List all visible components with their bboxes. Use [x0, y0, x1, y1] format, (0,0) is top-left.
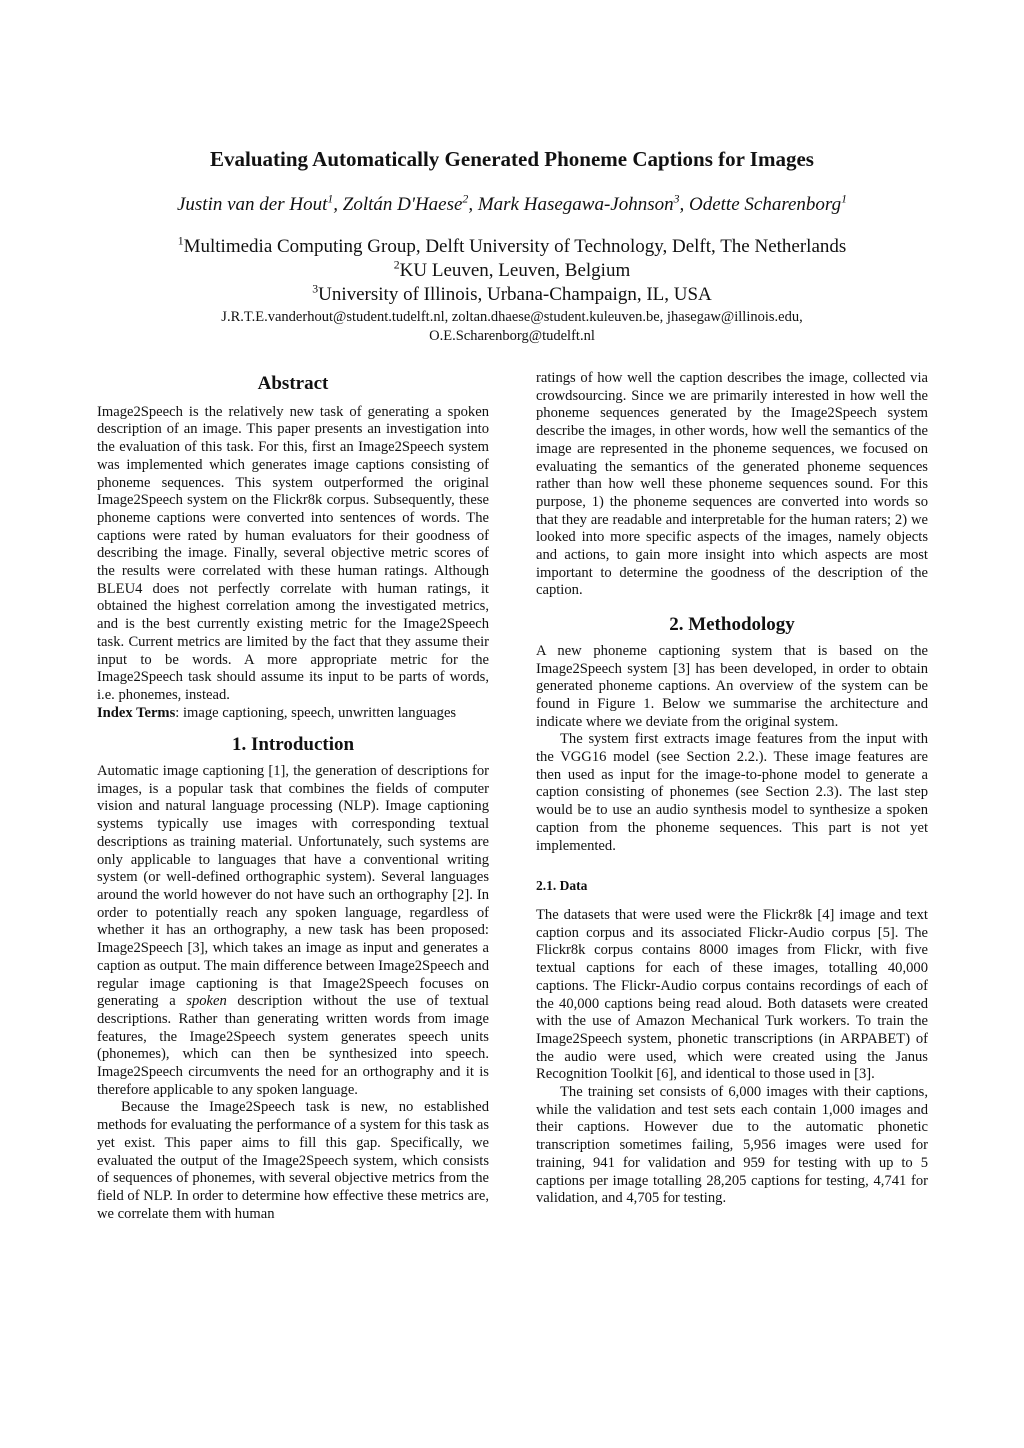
- methodology-paragraph: A new phoneme captioning system that is based on the Image2Speech system [3] has been developed, in order to obtain generated phoneme captions. An overview of the system can be found in Figure 1. Below we summarise the architecture and indicate where we deviate from the original system.: [536, 642, 928, 730]
- intro-paragraph-continued: ratings of how well the caption describes the image, collected via crowdsourcing. Since we are primarily interested in how well the phoneme sequences generated by the Image2Speech system describe the images, in other words, how well the semantics of the image are represented in the phoneme sequences, we focused on evaluating the semantics of the generated phoneme sequences rather than how well these phoneme sequences sound. For this purpose, 1) the phoneme sequences are converted into words so that they are readable and interpretable for the human raters; 2) we looked into more specific aspects of the images, namely objects and actions, to gain more insight into which aspects are most important to determine the goodness of the description of the caption.: [536, 370, 928, 599]
- section-heading-methodology: 2. Methodology: [669, 614, 795, 636]
- author-emails: O.E.Scharenborg@tudelft.nl: [429, 328, 595, 344]
- subsection-heading-data: 2.1. Data: [536, 878, 588, 894]
- data-paragraph: The training set consists of 6,000 images with their captions, while the validation and test sets each contain 1,000 images and their captions. However due to the automatic phonetic transcription sometimes failing, 5,956 images were used for training, 941 for validation and 959 for testing with up to 5 captions per image totalling 28,205 captions for testing, 4,741 for validation, and 4,705 for testing.: [536, 1084, 928, 1207]
- affiliation-line: [0, 284, 1024, 306]
- intro-paragraph: Because the Image2Speech task is new, no established methods for evaluating the performance of a system for this task as yet exist. This paper aims to fill this gap. Specifically, we evaluated the output of the Image2Speech system, which consists of sequences of phonemes, with several objective metrics from the field of NLP. In order to determine how effective these metrics are, we correlate them with human: [97, 1099, 489, 1222]
- affiliation-text: Multimedia Computing Group, Delft University of Technology, Delft, The Netherlands: [183, 236, 847, 257]
- abstract-heading: Abstract: [257, 373, 329, 394]
- index-terms-label: Index Terms: [97, 704, 176, 721]
- author-separator: ,: [468, 194, 478, 215]
- author-separator: ,: [679, 194, 689, 215]
- author-separator: ,: [333, 194, 343, 215]
- author-name: Zoltán D'Haese: [342, 194, 463, 215]
- intro-text: description without the use of textual descriptions. Rather than generating written words from image features, the Image2Speech system generates speech units (phonemes), which can then be synthesized into speech. Image2Speech circumvents the need for an orthography and it is therefore applicable to any spoken language.: [97, 993, 489, 1098]
- intro-paragraph: [97, 763, 489, 1099]
- author-name: Odette Scharenborg: [688, 194, 842, 215]
- affiliation-line: [0, 236, 1024, 258]
- methodology-paragraph: The system first extracts image features from the input with the VGG16 model (see Section 2.2.). These image features are then used as input for the image-to-phone model to generate a caption consisting of phonemes (see Section 2.3). The last step would be to use an audio synthesis model to synthesize a spoken caption from the phoneme sequences. This part is not yet implemented.: [536, 731, 928, 854]
- author-affil-sup: 1: [841, 192, 848, 206]
- data-paragraph: The datasets that were used were the Flickr8k [4] image and text caption corpus and its associated Flickr-Audio corpus [5]. The Flickr8k corpus contains 8000 images from Flickr, with five textual captions for each of these images, totalling 40,000 captions. The Flickr-Audio corpus contains recordings of each of the 40,000 captions being read aloud. Both datasets were created with the use of Amazon Mechanical Turk workers. To train the Image2Speech system, phonetic transcriptions (in ARPABET) of the audio were used, which were created using the Janus Recognition Toolkit [6], and identical to those used in [3].: [536, 906, 928, 1083]
- section-heading-introduction: 1. Introduction: [231, 734, 355, 756]
- left-column: [97, 370, 489, 1223]
- affiliation-text: KU Leuven, Leuven, Belgium: [399, 260, 631, 281]
- author-emails: J.R.T.E.vanderhout@student.tudelft.nl, zoltan.dhaese@student.kuleuven.be, jhasegaw@illinois.edu,: [221, 309, 803, 325]
- emphasis-spoken: spoken: [186, 993, 227, 1010]
- author-list: [0, 194, 1024, 216]
- author-affil-sup: 3: [673, 192, 680, 206]
- index-terms-text: : image captioning, speech, unwritten languages: [175, 704, 457, 721]
- affiliation-sup: 2: [393, 258, 400, 272]
- index-terms: [97, 705, 489, 723]
- affiliation-sup: 1: [177, 234, 184, 248]
- intro-text: Automatic image captioning [1], the generation of descriptions for images, is a popular task that combines the fields of computer vision and natural language processing (NLP). Image captioning systems typically use images with corresponding textual descriptions as training material. Unfortunately, such systems are only applicable to languages that have a conventional writing system (or well-defined orthographic system). Several languages around the world however do not have such an orthography [2]. In order to potentially reach any spoken language, regardless of whether it has an orthography, a new task has been proposed: Image2Speech [3], which takes an image as input and generates a caption as output. The main difference between Image2Speech and regular image captioning is that Image2Speech focuses on generating a: [97, 763, 489, 1010]
- affiliation-text: University of Illinois, Urbana-Champaign, IL, USA: [318, 284, 712, 305]
- abstract-text: Image2Speech is the relatively new task of generating a spoken description of an image. This paper presents an investigation into the evaluation of this task. For this, first an Image2Speech system was implemented which generates image captions consisting of phoneme sequences. This system outperformed the original Image2Speech system on the Flickr8k corpus. Subsequently, these phoneme captions were converted into sentences of words. The captions were rated by human evaluators for their goodness of describing the image. Finally, several objective metric scores of the results were correlated with these human ratings. Although BLEU4 does not perfectly correlate with human ratings, it obtained the highest correlation among the investigated metrics, and is the best currently existing metric for the Image2Speech task. Current metrics are limited by the fact that they assume their input to be words. A more appropriate metric for the Image2Speech task should assume its input to be parts of words, i.e. phonemes, instead.: [97, 403, 489, 703]
- affiliation-line: [0, 260, 1024, 282]
- author-affil-sup: 2: [462, 192, 469, 206]
- paper-title: Evaluating Automatically Generated Phoneme Captions for Images: [210, 147, 814, 171]
- affiliation-sup: 3: [312, 282, 319, 296]
- author-name: Justin van der Hout: [176, 194, 328, 215]
- author-name: Mark Hasegawa-Johnson: [477, 194, 674, 215]
- right-column: [536, 370, 928, 1208]
- author-affil-sup: 1: [327, 192, 334, 206]
